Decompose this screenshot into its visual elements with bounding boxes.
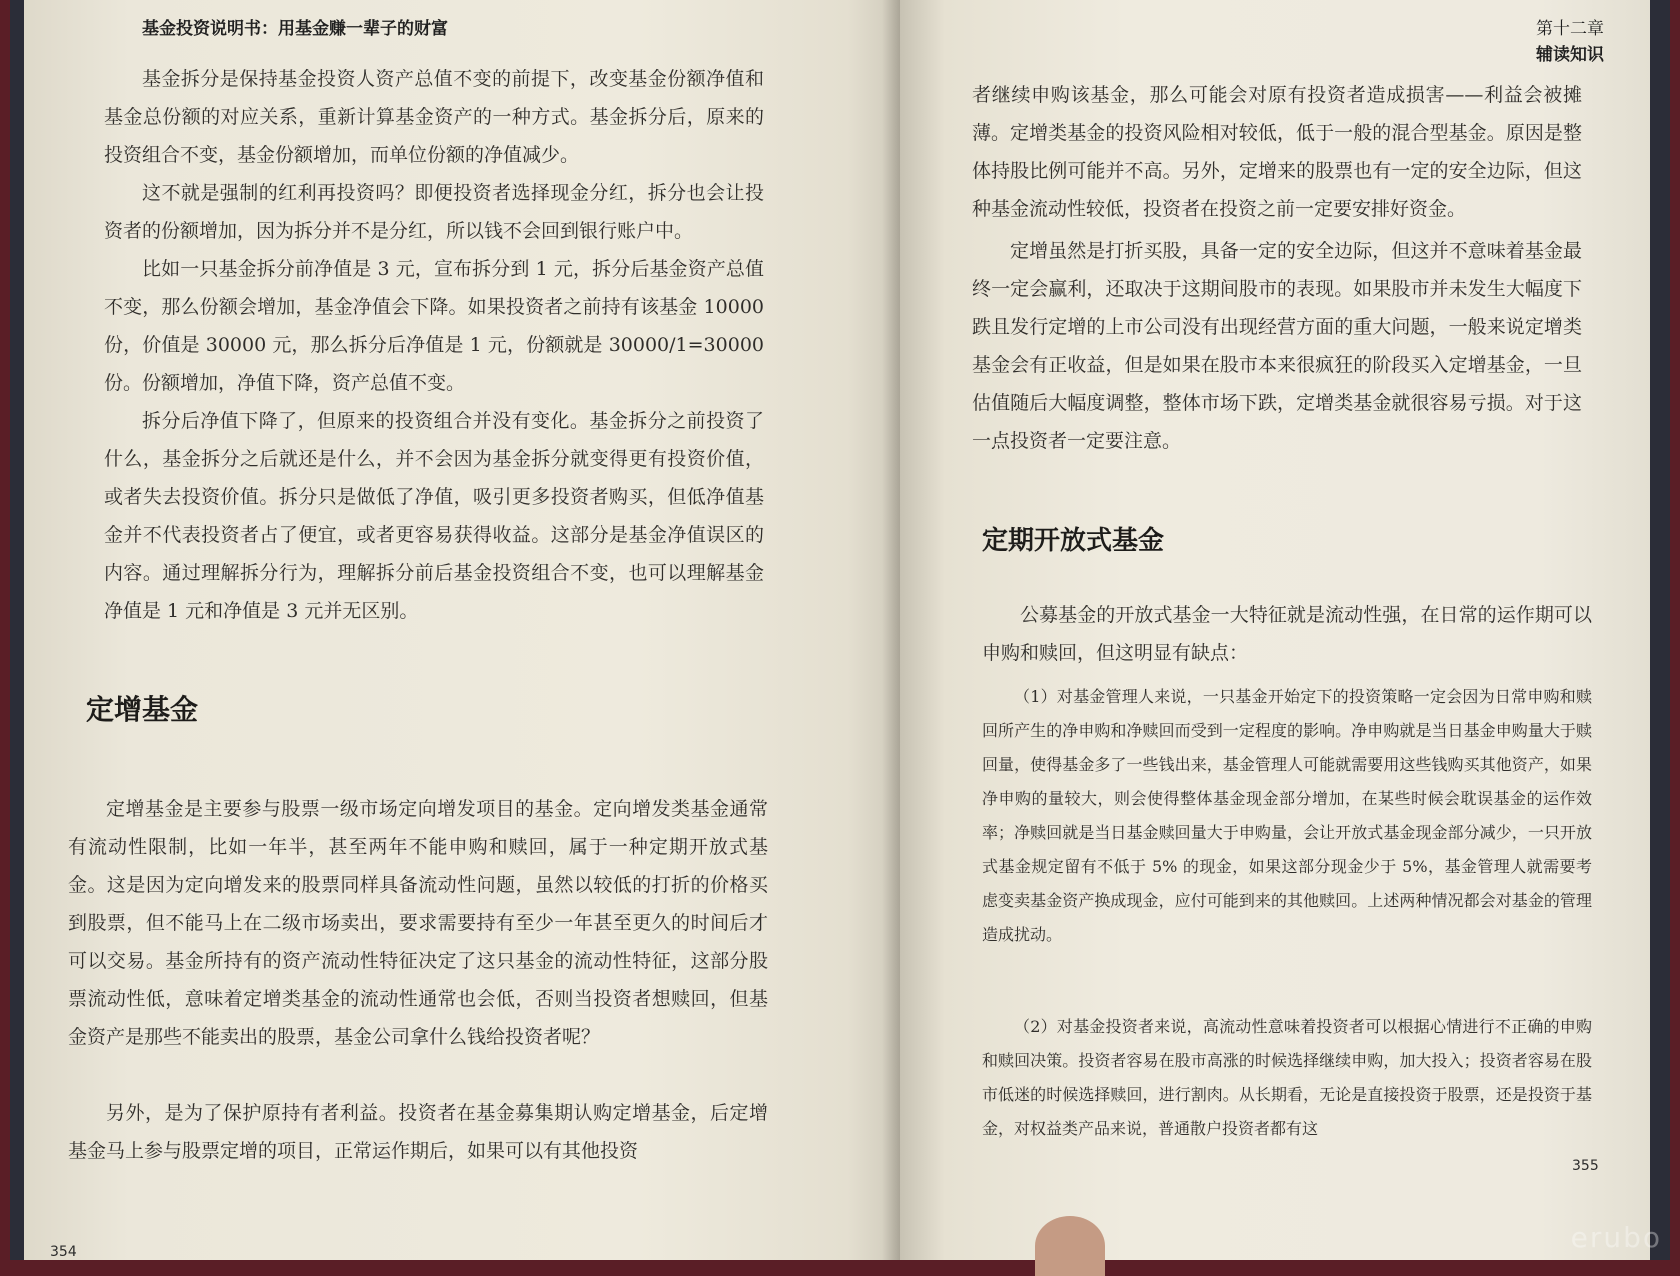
right-page — [900, 0, 1650, 1260]
paragraph: 比如一只基金拆分前净值是 3 元，宣布拆分到 1 元，拆分后基金资产总值不变，那么份额会增加，基金净值会下降。如果投资者之前持有该基金 10000 份，价值是 30000 元，那么拆分后净值是 1 元，份额就是 30000/1=30000 份。份额增加，净值下降，资产总值不变。 — [104, 258, 764, 394]
left-page — [24, 0, 900, 1260]
paragraph: 定增基金是主要参与股票一级市场定向增发项目的基金。定向增发类基金通常有流动性限制，比如一年半，甚至两年不能申购和赎回，属于一种定期开放式基金。这是因为定向增发来的股票同样具备流动性问题，虽然以较低的打折的价格买到股票，但不能马上在二级市场卖出，要求需要持有至少一年甚至更久的时间后才可以交易。基金所持有的资产流动性特征决定了这只基金的流动性特征，这部分股票流动性低，意味着定增类基金的流动性通常也会低，否则当投资者想赎回，但基金资产是那些不能卖出的股票，基金公司拿什么钱给投资者呢？ — [68, 798, 768, 1048]
watermark: erubo — [1570, 1221, 1662, 1254]
section-heading: 定期开放式基金 — [982, 526, 1165, 556]
open-book — [10, 0, 1670, 1260]
paragraph: （1）对基金管理人来说，一只基金开始定下的投资策略一定会因为日常申购和赎回所产生的净申购和净赎回而受到一定程度的影响。净申购就是当日基金申购量大于赎回量，使得基金多了一些钱出来，基金管理人可能就需要用这些钱购买其他资产，如果净申购的量较大，则会使得整体基金现金部分增加，在某些时候会耽误基金的运作效率；净赎回就是当日基金赎回量大于申购量，会让开放式基金现金部分减少，一只开放式基金规定留有不低于 5% 的现金，如果这部分现金少于 5%，基金管理人就需要考虑变卖基金资产换成现金，应付可能到来的其他赎回。上述两种情况都会对基金的管理造成扰动。 — [982, 687, 1592, 944]
page-number: 354 — [50, 1244, 77, 1260]
section-heading: 定增基金 — [86, 693, 199, 726]
paragraph: 基金拆分是保持基金投资人资产总值不变的前提下，改变基金份额净值和基金总份额的对应关系，重新计算基金资产的一种方式。基金拆分后，原来的投资组合不变，基金份额增加，而单位份额的净值减少。 — [104, 68, 764, 166]
page-number: 355 — [1572, 1158, 1599, 1174]
running-head: 基金投资说明书：用基金赚一辈子的财富 — [142, 19, 448, 39]
paragraph: （2）对基金投资者来说，高流动性意味着投资者可以根据心情进行不正确的申购和赎回决策。投资者容易在股市高涨的时候选择继续申购，加大投入；投资者容易在股市低迷的时候选择赎回，进行割肉。从长期看，无论是直接投资于股票，还是投资于基金，对权益类产品来说，普通散户投资者都有这 — [982, 1017, 1592, 1138]
chapter-label: 第十二章 — [1536, 19, 1604, 39]
paragraph: 公募基金的开放式基金一大特征就是流动性强，在日常的运作期可以申购和赎回，但这明显有缺点： — [982, 604, 1592, 664]
thumb — [1035, 1216, 1105, 1276]
paragraph: 拆分后净值下降了，但原来的投资组合并没有变化。基金拆分之前投资了什么，基金拆分之后就还是什么，并不会因为基金拆分就变得更有投资价值，或者失去投资价值。拆分只是做低了净值，吸引更多投资者购买，但低净值基金并不代表投资者占了便宜，或者更容易获得收益。这部分是基金净值误区的内容。通过理解拆分行为，理解拆分前后基金投资组合不变，也可以理解基金净值是 1 元和净值是 3 元并无区别。 — [104, 410, 764, 622]
paragraph: 定增虽然是打折买股，具备一定的安全边际，但这并不意味着基金最终一定会赢利，还取决于这期间股市的表现。如果股市并未发生大幅度下跌且发行定增的上市公司没有出现经营方面的重大问题，一般来说定增类基金会有正收益，但是如果在股市本来很疯狂的阶段买入定增基金，一旦估值随后大幅度调整，整体市场下跌，定增类基金就很容易亏损。对于这一点投资者一定要注意。 — [972, 240, 1582, 452]
paragraph: 另外，是为了保护原持有者利益。投资者在基金募集期认购定增基金，后定增基金马上参与股票定增的项目，正常运作期后，如果可以有其他投资 — [68, 1102, 768, 1162]
paragraph: 者继续申购该基金，那么可能会对原有投资者造成损害——利益会被摊薄。 — [972, 84, 1582, 144]
chapter-title: 辅读知识 — [1536, 45, 1604, 65]
paragraph: 这不就是强制的红利再投资吗？即便投资者选择现金分红，拆分也会让投资者的份额增加，因为拆分并不是分红，所以钱不会回到银行账户中。 — [104, 182, 764, 242]
paragraph: 定增类基金的投资风险相对较低，低于一般的混合型基金。原因是整体持股比例可能并不高。另外，定增来的股票也有一定的安全边际，但这种基金流动性较低，投资者在投资之前一定要安排好资金。 — [972, 122, 1582, 220]
